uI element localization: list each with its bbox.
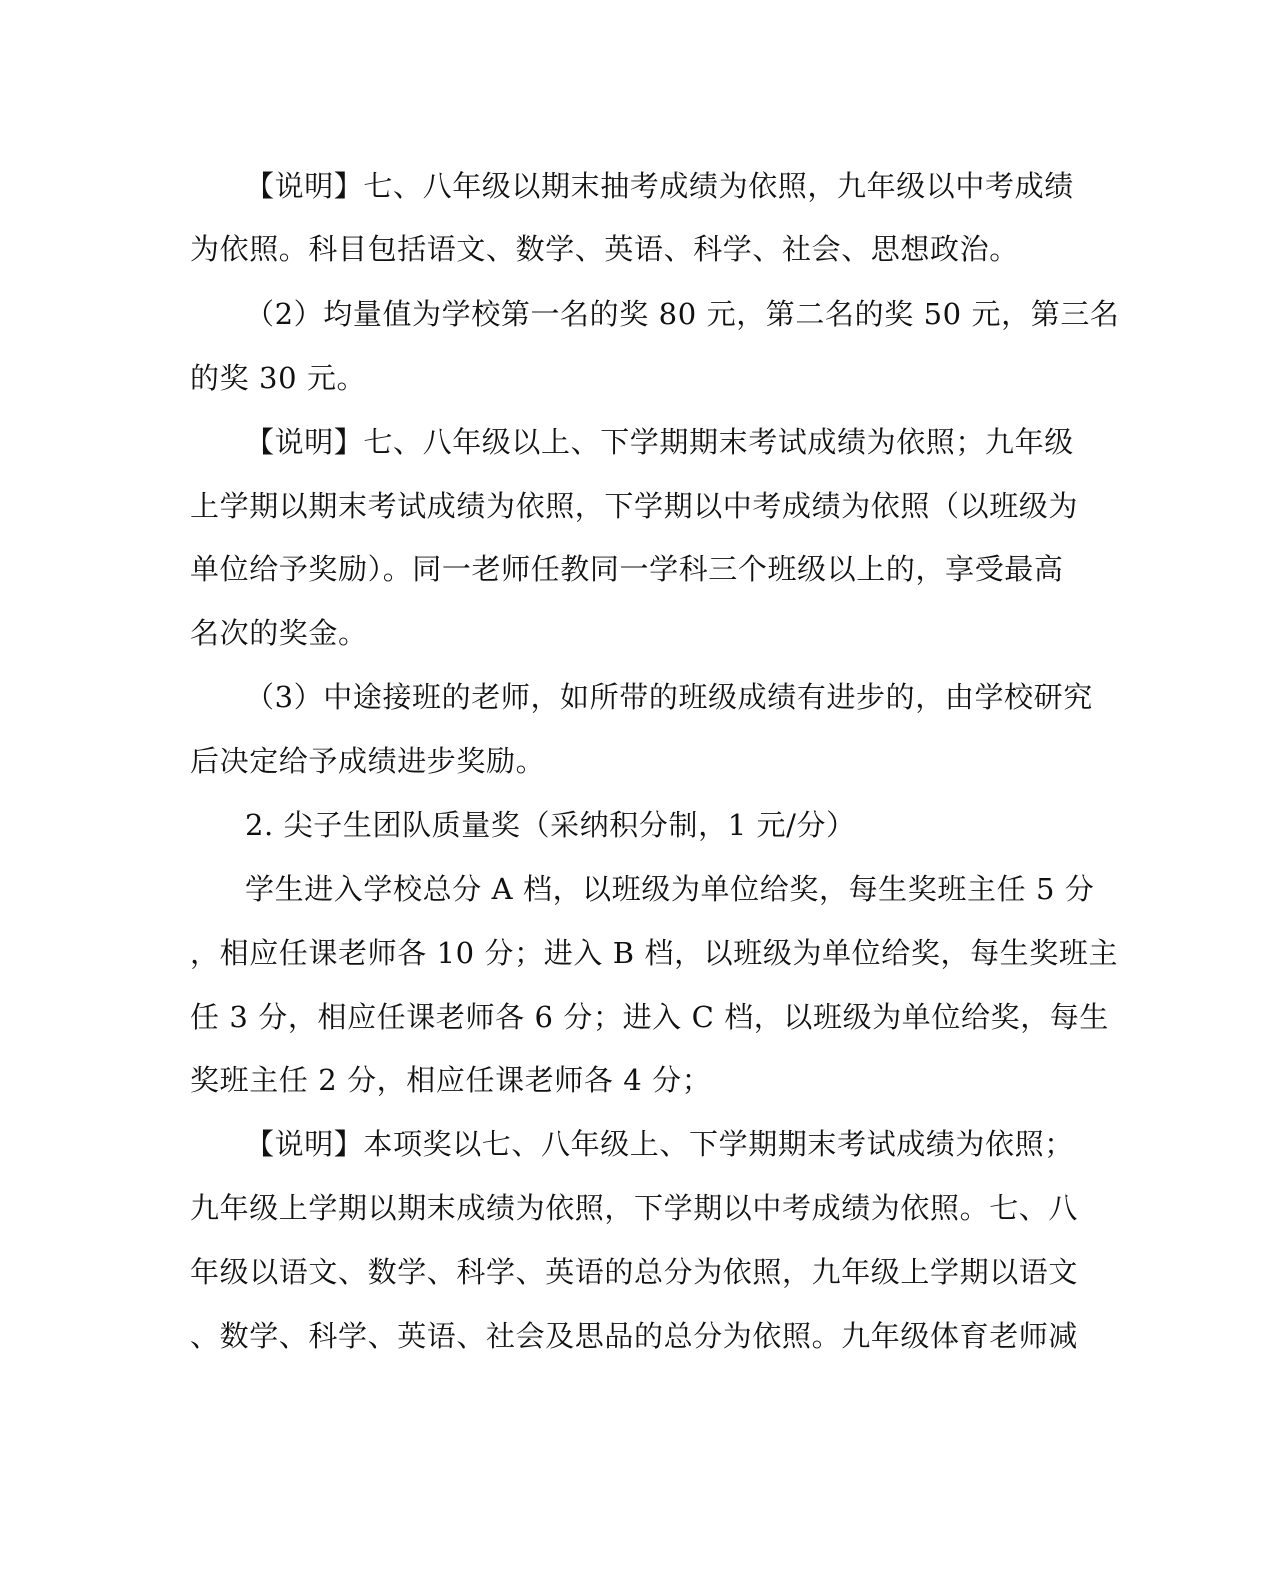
section-heading: 2. 尖子生团队质量奖（采纳积分制，1 元/分）: [245, 808, 856, 842]
paragraph-line: 名次的奖金。: [190, 616, 368, 650]
paragraph-line: 年级以语文、数学、科学、英语的总分为依照，九年级上学期以语文: [190, 1255, 1079, 1289]
paragraph-line: 单位给予奖励）。同一老师任教同一学科三个班级以上的，享受最高: [190, 552, 1064, 586]
paragraph-line: 后决定给予成绩进步奖励。: [190, 744, 546, 778]
paragraph-line: （2）均量值为学校第一名的奖 80 元，第二名的奖 50 元，第三名: [245, 297, 1120, 331]
paragraph-line: （3）中途接班的老师，如所带的班级成绩有进步的，由学校研究: [245, 680, 1093, 714]
paragraph-line: 奖班主任 2 分，相应任课老师各 4 分；: [190, 1063, 712, 1097]
paragraph-line: 九年级上学期以期末成绩为依照，下学期以中考成绩为依照。七、八: [190, 1191, 1079, 1225]
paragraph-line: ，相应任课老师各 10 分；进入 B 档，以班级为单位给奖，每生奖班主: [190, 936, 1119, 970]
paragraph-line: 为依照。科目包括语文、数学、英语、科学、社会、思想政治。: [190, 232, 1019, 266]
paragraph-line: 【说明】本项奖以七、八年级上、下学期期末考试成绩为依照；: [245, 1127, 1074, 1161]
paragraph-line: 的奖 30 元。: [190, 361, 367, 395]
paragraph-line: 【说明】七、八年级以上、下学期期末考试成绩为依照；九年级: [245, 425, 1074, 459]
paragraph-line: 【说明】七、八年级以期末抽考成绩为依照，九年级以中考成绩: [245, 169, 1074, 203]
paragraph-line: 、数学、科学、英语、社会及思品的总分为依照。九年级体育老师减: [190, 1319, 1079, 1353]
paragraph-line: 任 3 分，相应任课老师各 6 分；进入 C 档，以班级为单位给奖，每生: [190, 1000, 1110, 1034]
paragraph-line: 学生进入学校总分 A 档，以班级为单位给奖，每生奖班主任 5 分: [245, 872, 1095, 906]
paragraph-line: 上学期以期末考试成绩为依照，下学期以中考成绩为依照（以班级为: [190, 489, 1079, 523]
